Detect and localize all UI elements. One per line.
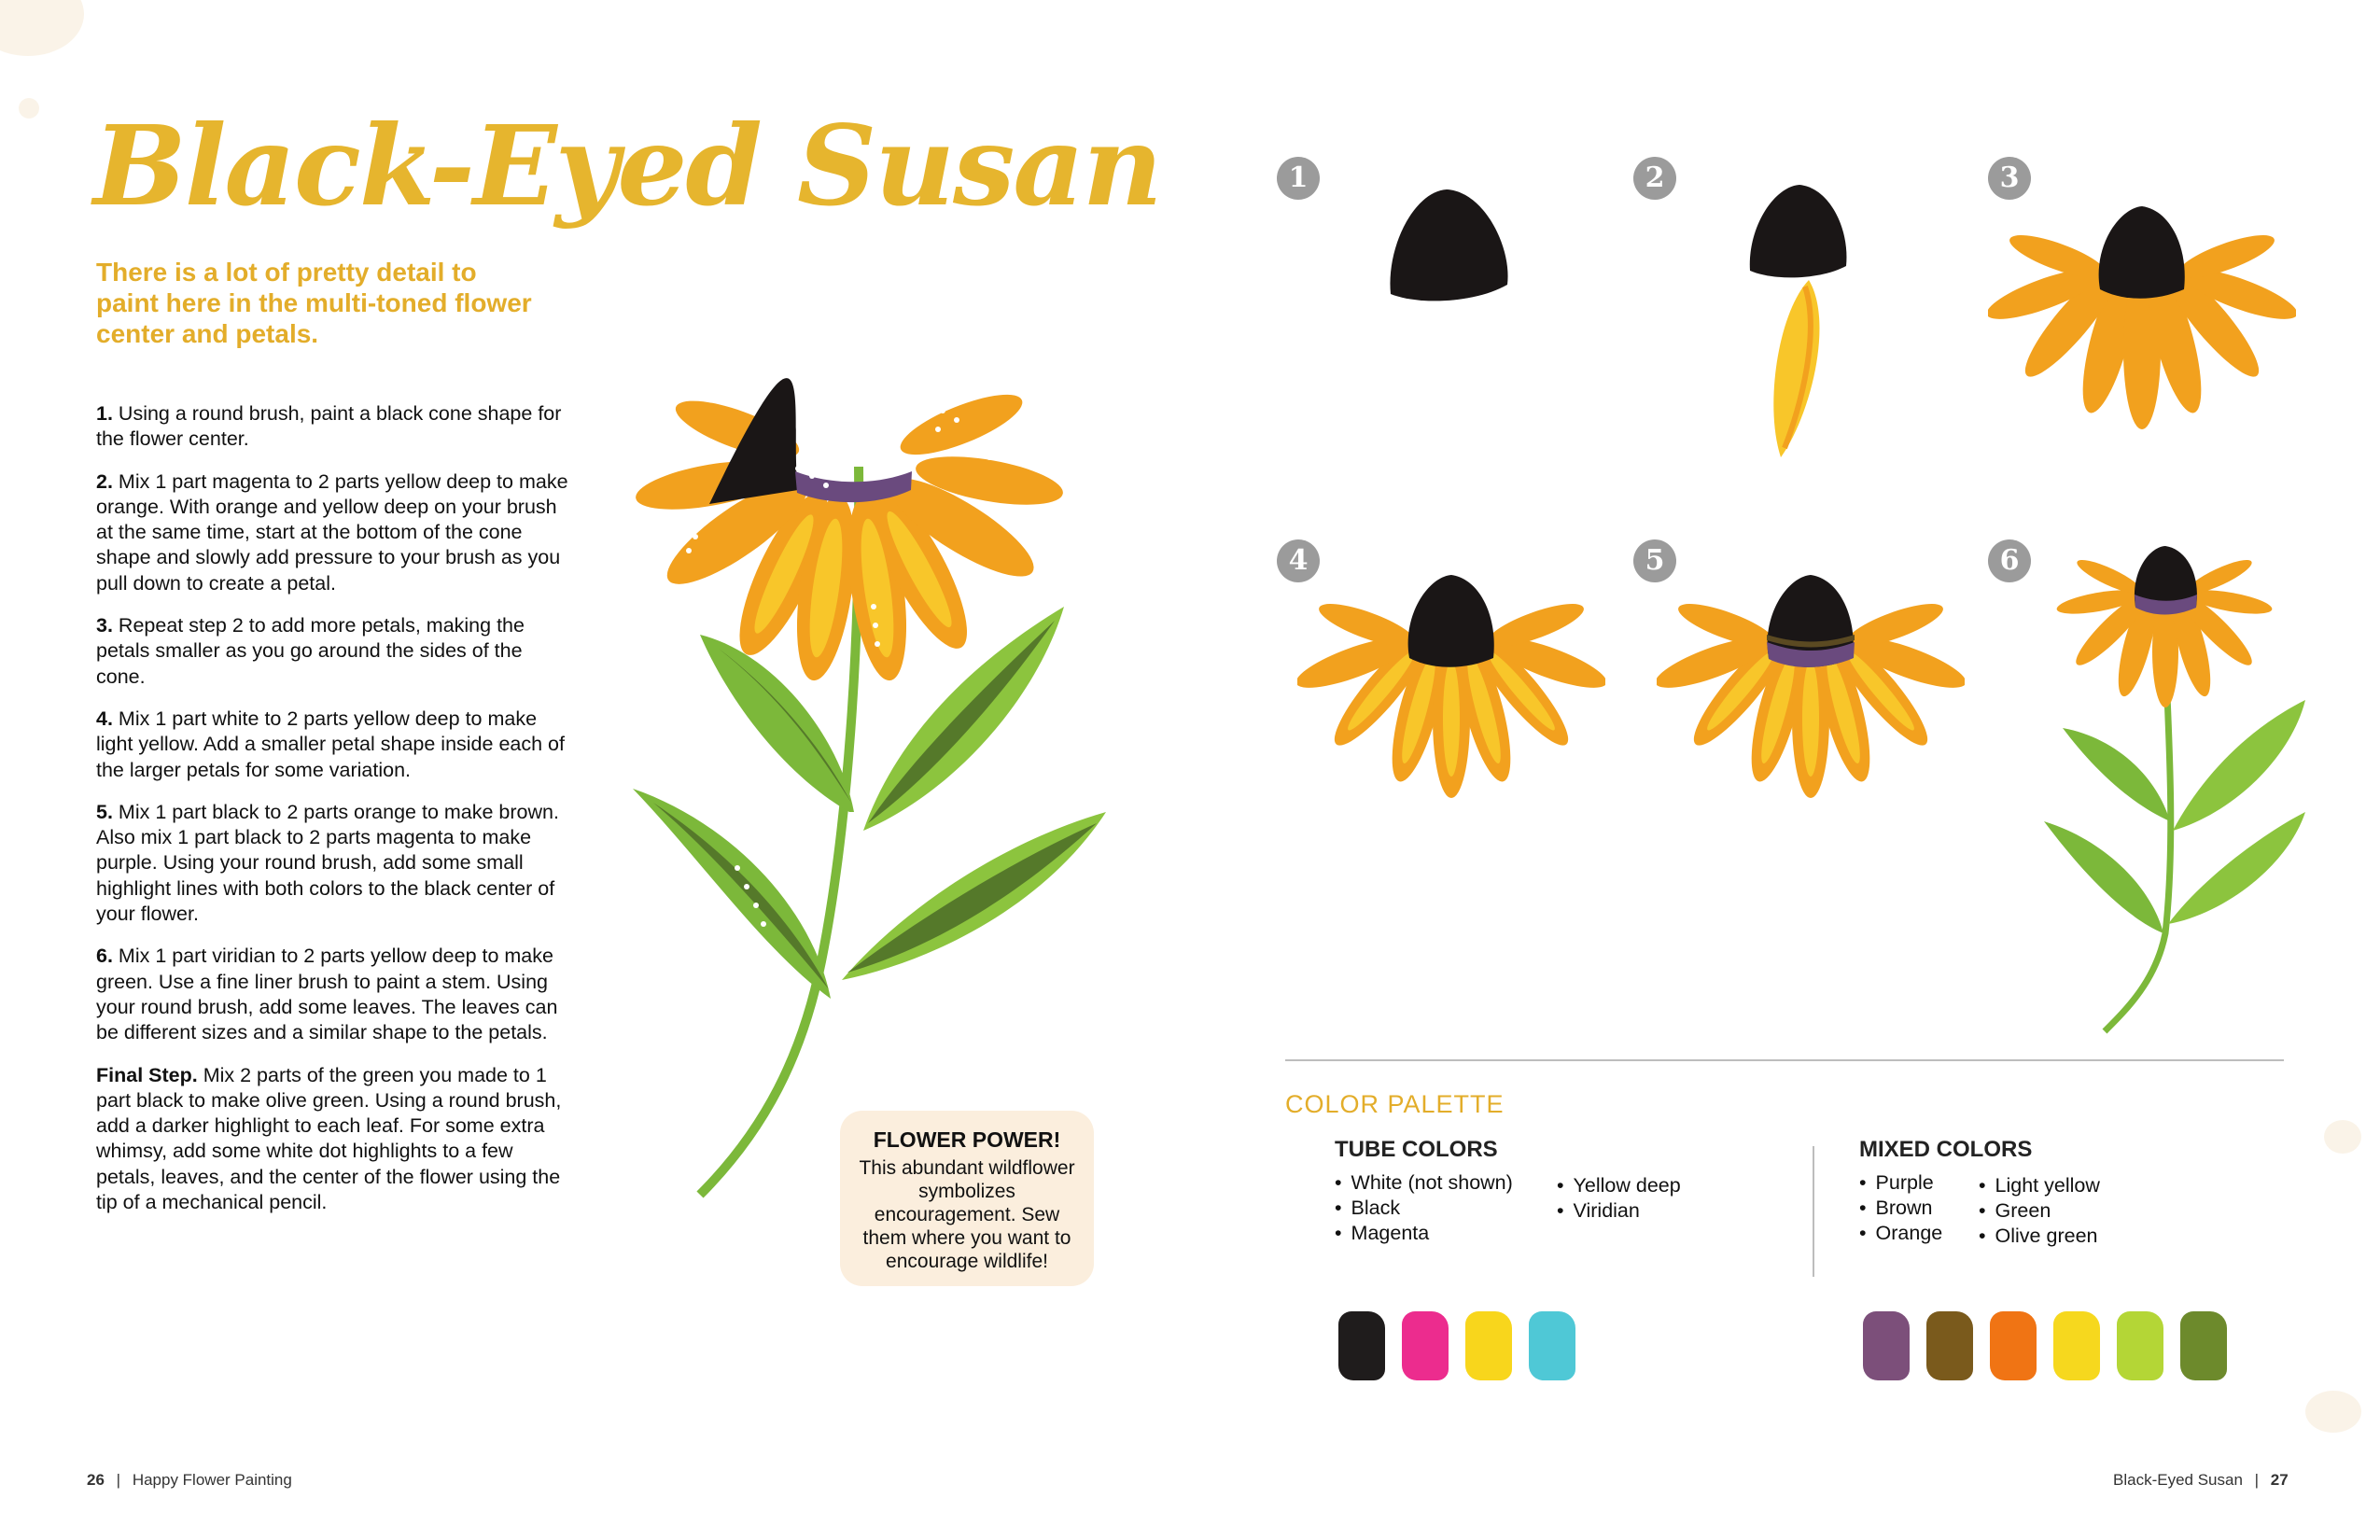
instructions	[96, 401, 572, 1232]
color-swatch	[1863, 1311, 1910, 1380]
color-swatch	[1990, 1311, 2037, 1380]
step-number-badge: 1	[1277, 157, 1320, 200]
color-swatch	[1402, 1311, 1449, 1380]
list-item: • Black	[1335, 1196, 1513, 1221]
step-number-badge: 4	[1277, 539, 1320, 582]
step-number-badge: 6	[1988, 539, 2031, 582]
step-text: Mix 1 part viridian to 2 parts yellow deep to make green. Use a fine liner brush to paint a stem. Using your round brush, add some leaves. The leaves can be different sizes and a similar shape to the petals.	[96, 945, 558, 1044]
color-swatch	[1465, 1311, 1512, 1380]
page-number: 26	[87, 1471, 105, 1489]
book-title: Happy Flower Painting	[132, 1471, 292, 1489]
callout-title: FLOWER POWER!	[873, 1127, 1061, 1152]
list-item: • Purple	[1859, 1170, 1942, 1196]
flower-power-callout	[840, 1111, 1094, 1286]
step-2	[96, 469, 572, 596]
left-footer	[87, 1471, 292, 1490]
step-text: Using a round brush, paint a black cone shape for the flower center.	[96, 402, 562, 451]
step-3-illustration	[1988, 201, 2296, 453]
step-5-illustration	[1657, 569, 1965, 831]
footer-separator: |	[116, 1471, 121, 1489]
step-label: 4.	[96, 707, 113, 730]
step-2-illustration	[1736, 182, 1857, 462]
step-6	[96, 944, 572, 1045]
palette-divider	[1285, 1059, 2284, 1061]
list-item: • White (not shown)	[1335, 1170, 1513, 1196]
step-final	[96, 1063, 572, 1216]
mixed-colors-heading: MIXED COLORS	[1859, 1137, 2033, 1162]
step-6-illustration	[2025, 541, 2315, 1036]
color-swatch	[1338, 1311, 1385, 1380]
tube-colors-heading: TUBE COLORS	[1335, 1137, 1498, 1162]
color-swatch	[1529, 1311, 1575, 1380]
list-item: • Orange	[1859, 1221, 1942, 1246]
paint-splatter	[2324, 1120, 2361, 1154]
black-eyed-susan-illustration	[597, 252, 1120, 1213]
list-item: • Viridian	[1557, 1198, 1681, 1224]
palette-column-divider	[1813, 1146, 1814, 1277]
tube-colors-list-1	[1335, 1170, 1513, 1246]
list-item: • Light yellow	[1979, 1173, 2100, 1198]
step-number-badge: 5	[1633, 539, 1676, 582]
step-label: 1.	[96, 402, 113, 425]
page-number: 27	[2270, 1471, 2289, 1489]
paint-splatter	[2305, 1391, 2361, 1433]
step-number-badge: 2	[1633, 157, 1676, 200]
callout-text: This abundant wildflower symbolizes encouragement. Sew them where you want to encourage wildlife!	[859, 1157, 1075, 1272]
right-footer	[2113, 1471, 2289, 1490]
color-swatch	[1926, 1311, 1973, 1380]
step-5	[96, 800, 572, 927]
color-swatch	[2053, 1311, 2100, 1380]
step-text: Mix 1 part black to 2 parts orange to make brown. Also mix 1 part black to 2 parts magenta to make purple. Using your round brush, add some small highlight lines with both colors to the black center of your flower.	[96, 800, 559, 926]
list-item: • Green	[1979, 1198, 2100, 1224]
mixed-colors-list-2	[1979, 1173, 2100, 1249]
footer-separator: |	[2254, 1471, 2260, 1489]
step-1-illustration	[1381, 182, 1521, 313]
step-text: Mix 1 part white to 2 parts yellow deep to make light yellow. Add a smaller petal shape inside each of the larger petals for some variation.	[96, 707, 565, 781]
palette-title: COLOR PALETTE	[1285, 1090, 1505, 1118]
mixed-colors-list-1	[1859, 1170, 1942, 1246]
list-item: • Olive green	[1979, 1224, 2100, 1249]
step-text: Mix 1 part magenta to 2 parts yellow deep to make orange. With orange and yellow deep on your brush at the same time, start at the bottom of the cone shape and slowly add pressure to your brush as you pull down to create a petal.	[96, 469, 568, 595]
list-item: • Yellow deep	[1557, 1173, 1681, 1198]
step-4	[96, 707, 572, 783]
step-label: 6.	[96, 945, 113, 968]
step-1	[96, 401, 572, 453]
color-swatch	[2117, 1311, 2163, 1380]
step-label: 3.	[96, 614, 113, 637]
list-item: • Brown	[1859, 1196, 1942, 1221]
chapter-title: Black-Eyed Susan	[2113, 1471, 2243, 1489]
step-3	[96, 613, 572, 690]
color-swatch	[2180, 1311, 2227, 1380]
tube-colors-list-2	[1557, 1173, 1681, 1224]
step-label: 2.	[96, 469, 113, 493]
paint-splatter	[0, 0, 84, 56]
step-label: 5.	[96, 800, 113, 823]
paint-splatter	[19, 98, 39, 119]
step-label: Final Step.	[96, 1063, 198, 1086]
list-item: • Magenta	[1335, 1221, 1513, 1246]
step-number-badge: 3	[1988, 157, 2031, 200]
intro-text: There is a lot of pretty detail to paint here in the multi-toned flower center and petals.	[96, 258, 532, 348]
step-text: Mix 2 parts of the green you made to 1 part black to make olive green. Using a round brush, add a darker highlight to each leaf. For some extra whimsy, add some white dot highlights to a few petals, leaves, and the center of the flower using the tip of a mechanical pencil.	[96, 1063, 562, 1214]
step-text: Repeat step 2 to add more petals, making the petals smaller as you go around the sides of the cone.	[96, 614, 525, 688]
page-title: Black-Eyed Susan	[93, 101, 1161, 231]
step-4-illustration	[1297, 569, 1605, 821]
